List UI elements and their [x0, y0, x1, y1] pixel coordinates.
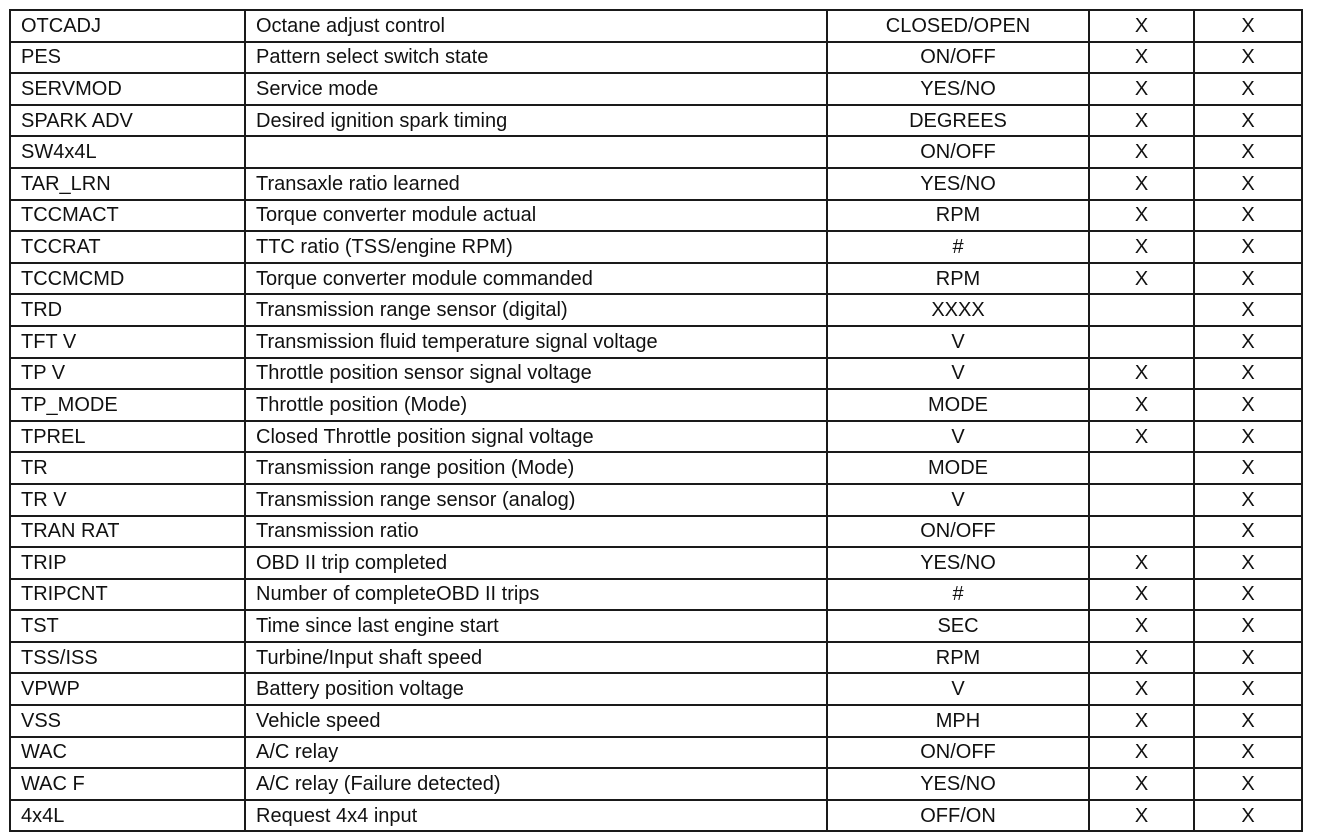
- mark-cell-col4: X: [1089, 642, 1194, 674]
- units-cell: YES/NO: [827, 168, 1089, 200]
- table-row: [10, 200, 1302, 232]
- mark-cell-col5: X: [1194, 10, 1302, 42]
- units-cell: MODE: [827, 389, 1089, 421]
- units-cell: XXXX: [827, 294, 1089, 326]
- table-row: [10, 705, 1302, 737]
- description-cell: Service mode: [245, 73, 827, 105]
- units-cell: RPM: [827, 263, 1089, 295]
- table-row: [10, 737, 1302, 769]
- mark-cell-col5: X: [1194, 326, 1302, 358]
- pid-table-body: [10, 10, 1302, 831]
- mark-cell-col5: X: [1194, 610, 1302, 642]
- mark-cell-col5: X: [1194, 800, 1302, 832]
- pid-cell: TP V: [10, 358, 245, 390]
- table-row: [10, 231, 1302, 263]
- mark-cell-col4: X: [1089, 768, 1194, 800]
- mark-cell-col4: X: [1089, 358, 1194, 390]
- mark-cell-col4: X: [1089, 610, 1194, 642]
- pid-cell: TCCMCMD: [10, 263, 245, 295]
- mark-cell-col5: X: [1194, 516, 1302, 548]
- mark-cell-col4: X: [1089, 42, 1194, 74]
- description-cell: Transmission range sensor (analog): [245, 484, 827, 516]
- units-cell: V: [827, 421, 1089, 453]
- pid-cell: TCCMACT: [10, 200, 245, 232]
- description-cell: Transmission range sensor (digital): [245, 294, 827, 326]
- table-row: [10, 610, 1302, 642]
- description-cell: Throttle position sensor signal voltage: [245, 358, 827, 390]
- mark-cell-col5: X: [1194, 579, 1302, 611]
- units-cell: YES/NO: [827, 73, 1089, 105]
- description-cell: Battery position voltage: [245, 673, 827, 705]
- mark-cell-col4: [1089, 294, 1194, 326]
- table-row: [10, 263, 1302, 295]
- description-cell: Vehicle speed: [245, 705, 827, 737]
- pid-cell: TCCRAT: [10, 231, 245, 263]
- mark-cell-col4: X: [1089, 73, 1194, 105]
- mark-cell-col5: X: [1194, 136, 1302, 168]
- mark-cell-col5: X: [1194, 547, 1302, 579]
- table-row: [10, 516, 1302, 548]
- mark-cell-col4: X: [1089, 673, 1194, 705]
- mark-cell-col5: X: [1194, 42, 1302, 74]
- description-cell: Octane adjust control: [245, 10, 827, 42]
- pid-cell: WAC F: [10, 768, 245, 800]
- units-cell: CLOSED/OPEN: [827, 10, 1089, 42]
- pid-cell: TPREL: [10, 421, 245, 453]
- pid-cell: OTCADJ: [10, 10, 245, 42]
- mark-cell-col4: X: [1089, 105, 1194, 137]
- pid-cell: TRIP: [10, 547, 245, 579]
- mark-cell-col5: X: [1194, 389, 1302, 421]
- pid-cell: SPARK ADV: [10, 105, 245, 137]
- units-cell: ON/OFF: [827, 737, 1089, 769]
- description-cell: Transmission fluid temperature signal voltage: [245, 326, 827, 358]
- units-cell: ON/OFF: [827, 42, 1089, 74]
- description-cell: Number of completeOBD II trips: [245, 579, 827, 611]
- description-cell: Transaxle ratio learned: [245, 168, 827, 200]
- pid-cell: TAR_LRN: [10, 168, 245, 200]
- table-row: [10, 800, 1302, 832]
- mark-cell-col5: X: [1194, 73, 1302, 105]
- units-cell: ON/OFF: [827, 516, 1089, 548]
- pid-cell: SW4x4L: [10, 136, 245, 168]
- mark-cell-col4: [1089, 484, 1194, 516]
- pid-cell: VPWP: [10, 673, 245, 705]
- description-cell: Closed Throttle position signal voltage: [245, 421, 827, 453]
- mark-cell-col5: X: [1194, 452, 1302, 484]
- table-row: [10, 168, 1302, 200]
- pid-cell: WAC: [10, 737, 245, 769]
- mark-cell-col5: X: [1194, 768, 1302, 800]
- description-cell: Torque converter module commanded: [245, 263, 827, 295]
- pid-cell: TP_MODE: [10, 389, 245, 421]
- table-row: [10, 105, 1302, 137]
- mark-cell-col4: X: [1089, 168, 1194, 200]
- mark-cell-col4: [1089, 452, 1194, 484]
- mark-cell-col4: X: [1089, 421, 1194, 453]
- table-row: [10, 452, 1302, 484]
- table-row: [10, 547, 1302, 579]
- table-row: [10, 73, 1302, 105]
- mark-cell-col4: X: [1089, 579, 1194, 611]
- pid-cell: TRD: [10, 294, 245, 326]
- mark-cell-col5: X: [1194, 200, 1302, 232]
- units-cell: YES/NO: [827, 768, 1089, 800]
- pid-cell: TRAN RAT: [10, 516, 245, 548]
- units-cell: RPM: [827, 642, 1089, 674]
- description-cell: Throttle position (Mode): [245, 389, 827, 421]
- units-cell: ON/OFF: [827, 136, 1089, 168]
- units-cell: OFF/ON: [827, 800, 1089, 832]
- description-cell: TTC ratio (TSS/engine RPM): [245, 231, 827, 263]
- table-row: [10, 136, 1302, 168]
- mark-cell-col4: X: [1089, 10, 1194, 42]
- mark-cell-col5: X: [1194, 737, 1302, 769]
- pid-cell: 4x4L: [10, 800, 245, 832]
- table-row: [10, 421, 1302, 453]
- units-cell: MPH: [827, 705, 1089, 737]
- mark-cell-col5: X: [1194, 168, 1302, 200]
- table-row: [10, 642, 1302, 674]
- mark-cell-col4: X: [1089, 200, 1194, 232]
- description-cell: OBD II trip completed: [245, 547, 827, 579]
- mark-cell-col4: X: [1089, 231, 1194, 263]
- table-row: [10, 484, 1302, 516]
- table-row: [10, 326, 1302, 358]
- mark-cell-col5: X: [1194, 421, 1302, 453]
- pid-cell: TSS/ISS: [10, 642, 245, 674]
- description-cell: Request 4x4 input: [245, 800, 827, 832]
- description-cell: [245, 136, 827, 168]
- table-row: [10, 358, 1302, 390]
- pid-cell: VSS: [10, 705, 245, 737]
- table-row: [10, 768, 1302, 800]
- description-cell: Turbine/Input shaft speed: [245, 642, 827, 674]
- units-cell: V: [827, 673, 1089, 705]
- description-cell: Pattern select switch state: [245, 42, 827, 74]
- table-row: [10, 294, 1302, 326]
- units-cell: V: [827, 326, 1089, 358]
- mark-cell-col5: X: [1194, 642, 1302, 674]
- mark-cell-col4: X: [1089, 547, 1194, 579]
- pid-cell: SERVMOD: [10, 73, 245, 105]
- mark-cell-col5: X: [1194, 358, 1302, 390]
- mark-cell-col5: X: [1194, 294, 1302, 326]
- mark-cell-col4: X: [1089, 136, 1194, 168]
- mark-cell-col5: X: [1194, 105, 1302, 137]
- table-row: [10, 42, 1302, 74]
- units-cell: MODE: [827, 452, 1089, 484]
- pid-table: [9, 9, 1303, 832]
- table-row: [10, 10, 1302, 42]
- mark-cell-col4: X: [1089, 800, 1194, 832]
- pid-cell: TR V: [10, 484, 245, 516]
- units-cell: YES/NO: [827, 547, 1089, 579]
- units-cell: #: [827, 231, 1089, 263]
- table-row: [10, 673, 1302, 705]
- units-cell: #: [827, 579, 1089, 611]
- mark-cell-col4: X: [1089, 705, 1194, 737]
- units-cell: DEGREES: [827, 105, 1089, 137]
- description-cell: Time since last engine start: [245, 610, 827, 642]
- pid-cell: PES: [10, 42, 245, 74]
- description-cell: Transmission range position (Mode): [245, 452, 827, 484]
- mark-cell-col4: X: [1089, 737, 1194, 769]
- description-cell: A/C relay: [245, 737, 827, 769]
- mark-cell-col5: X: [1194, 231, 1302, 263]
- mark-cell-col4: X: [1089, 263, 1194, 295]
- pid-cell: TRIPCNT: [10, 579, 245, 611]
- description-cell: A/C relay (Failure detected): [245, 768, 827, 800]
- mark-cell-col5: X: [1194, 705, 1302, 737]
- pid-cell: TFT V: [10, 326, 245, 358]
- units-cell: V: [827, 484, 1089, 516]
- pid-cell: TST: [10, 610, 245, 642]
- description-cell: Transmission ratio: [245, 516, 827, 548]
- mark-cell-col4: X: [1089, 389, 1194, 421]
- mark-cell-col5: X: [1194, 673, 1302, 705]
- mark-cell-col4: [1089, 516, 1194, 548]
- mark-cell-col5: X: [1194, 484, 1302, 516]
- units-cell: RPM: [827, 200, 1089, 232]
- pid-cell: TR: [10, 452, 245, 484]
- units-cell: SEC: [827, 610, 1089, 642]
- table-row: [10, 579, 1302, 611]
- mark-cell-col4: [1089, 326, 1194, 358]
- table-row: [10, 389, 1302, 421]
- units-cell: V: [827, 358, 1089, 390]
- description-cell: Desired ignition spark timing: [245, 105, 827, 137]
- description-cell: Torque converter module actual: [245, 200, 827, 232]
- mark-cell-col5: X: [1194, 263, 1302, 295]
